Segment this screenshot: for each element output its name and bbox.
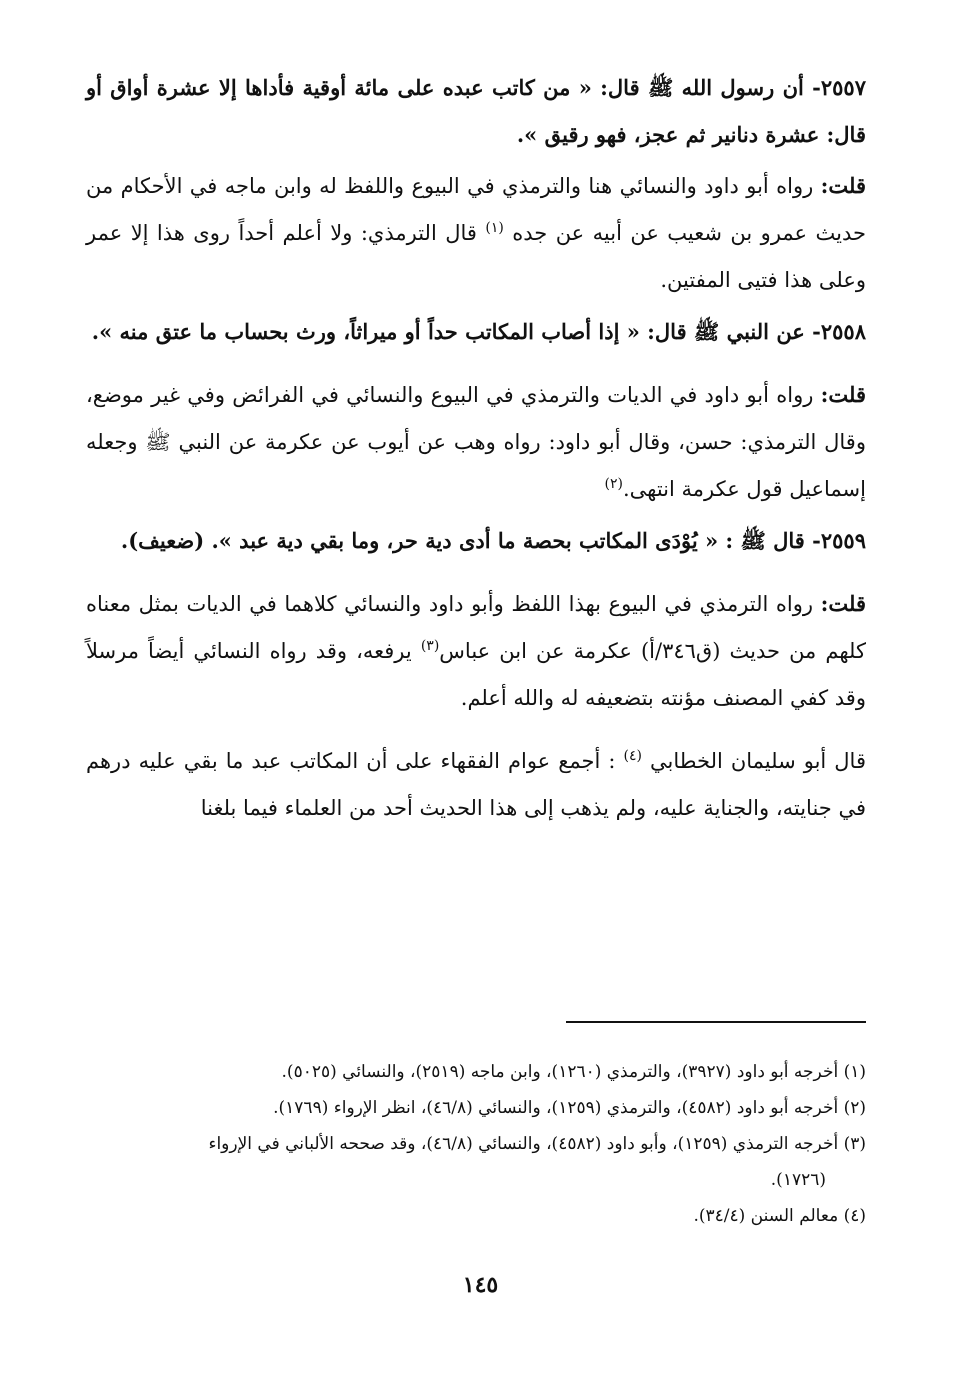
commentary-text: قال الترمذي: ولا أعلم أحداً روى هذا إلا عمر وعلى هذا فتيى المفتين. bbox=[86, 221, 866, 292]
footnote-ref: (٢) bbox=[604, 476, 623, 492]
footnote-divider bbox=[566, 1021, 866, 1023]
commentary-label: قلت: bbox=[820, 173, 866, 198]
footnote-ref: (١) bbox=[485, 220, 504, 236]
hadith-text: ٢٥٥٩- قال ﷺ : « يُوْدَى المكاتب بحصة ما أدى دية حر، وما بقي دية عبد ». (ضعيف). bbox=[120, 528, 866, 553]
commentary-text: رواه الترمذي في البيوع بهذا اللفظ وأبو داود والنسائي كلاهما في الديات بمثل معناه كلهم من حديث (ق٣٤٦/أ) عكرمة عن ابن عباس bbox=[86, 592, 866, 663]
footnotes bbox=[86, 1054, 866, 1234]
page-number: ١٤٥ bbox=[462, 1272, 499, 1298]
hadith-text: ٢٥٥٨- عن النبي ﷺ قال: « إذا أصاب المكاتب حداً أو ميراثاً، ورث بحساب ما عتق منه ». bbox=[91, 319, 866, 344]
quote-text: : أجمع عوام الفقهاء على أن المكاتب عبد ما بقي عليه درهم في جنايته، والجناية عليه، ولم يذهب إلى هذا الحديث أحد من العلماء فيما بلغنا bbox=[86, 749, 866, 820]
footnote-ref: (٤) bbox=[623, 748, 642, 764]
commentary-label: قلت: bbox=[820, 591, 866, 616]
quote-text: قال أبو سليمان الخطابي bbox=[650, 749, 866, 773]
commentary-text: يرفعه، وقد رواه النسائي أيضاً مرسلاً وقد كفي المصنف مؤنته بتضعيفه له والله أعلم. bbox=[86, 639, 866, 710]
hadith-2558 bbox=[86, 308, 866, 355]
hadith-2559 bbox=[86, 517, 866, 564]
footnote-ref: (٣) bbox=[420, 638, 440, 654]
khattabi-quote bbox=[86, 738, 866, 832]
hadith-2557 bbox=[86, 64, 866, 158]
footnote-2: (٢) أخرجه أبو داود (٤٥٨٢)، والترمذي (١٢٥٩)، والنسائي (٤٦/٨)، انظر الإرواء (١٧٦٩). bbox=[273, 1098, 866, 1118]
commentary-label: قلت: bbox=[820, 382, 866, 407]
commentary-2559 bbox=[86, 580, 866, 722]
footnote-3: (٣) أخرجه الترمذي (١٢٥٩)، وأبو داود (٤٥٨٢)، والنسائي (٤٦/٨)، وقد صححه الألباني في الإرواء bbox=[208, 1134, 866, 1154]
page-body bbox=[86, 64, 866, 836]
commentary-text: رواه أبو داود في الديات والترمذي في البيوع والنسائي في الفرائض وفي غير موضع، وقال الترمذي: حسن، وقال أبو داود: رواه وهب عن أيوب عن عكرمة عن النبي ﷺ وجعله إسماعيل قول عكرمة انتهى. bbox=[86, 383, 866, 501]
footnote-1: (١) أخرجه أبو داود (٣٩٢٧)، والترمذي (١٢٦٠)، وابن ماجه (٢٥١٩)، والنسائي (٥٠٢٥). bbox=[281, 1062, 866, 1082]
commentary-2558 bbox=[86, 371, 866, 513]
footnote-4: (٤) معالم السنن (٣٤/٤). bbox=[693, 1206, 866, 1226]
hadith-text: ٢٥٥٧- أن رسول الله ﷺ قال: « من كاتب عبده على مائة أوقية فأداها إلا عشرة أواق أو قال: عشرة دنانير ثم عجز، فهو رقيق ». bbox=[86, 75, 866, 147]
footnote-3-continuation: (١٧٢٦). bbox=[770, 1170, 826, 1190]
commentary-2557 bbox=[86, 162, 866, 304]
commentary-text: رواه أبو داود والنسائي هنا والترمذي في البيوع واللفظ له وابن ماجه في الأحكام من حديث عمرو بن شعيب عن أبيه عن جده bbox=[86, 174, 866, 245]
